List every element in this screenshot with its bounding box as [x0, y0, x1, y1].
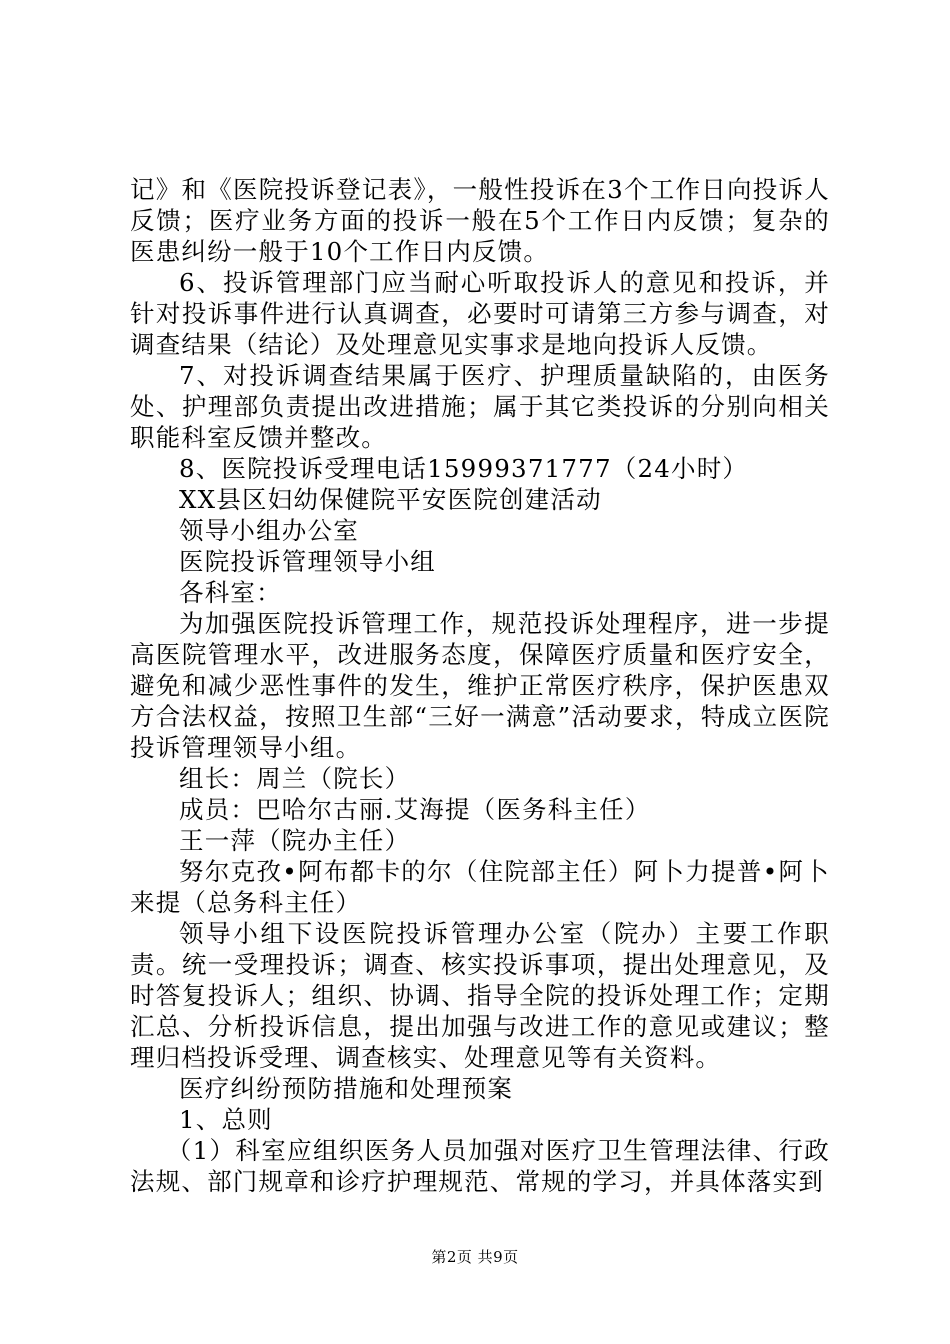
- paragraph-item-6: 6、投诉管理部门应当耐心听取投诉人的意见和投诉，并针对投诉事件进行认真调查，必要时可请第三方参与调查，对调查结果（结论）及处理意见实事求是地向投诉人反馈。: [130, 268, 830, 359]
- paragraph-intro: 为加强医院投诉管理工作，规范投诉处理程序，进一步提高医院管理水平，改进服务态度，保障医疗质量和医疗安全，避免和减少恶性事件的发生，维护正常医疗秩序，保护医患双方合法权益，按照卫生部“三好一满意”活动要求，特成立医院投诉管理领导小组。: [130, 609, 830, 762]
- section-title-plan: 医疗纠纷预防措施和处理预案: [179, 1074, 514, 1103]
- paragraph-duties: 领导小组下设医院投诉管理办公室（院办）主要工作职责。统一受理投诉；调查、核实投诉事项，提出处理意见，及时答复投诉人；组织、协调、指导全院的投诉处理工作；定期汇总、分析投诉信息，提出加强与改进工作的意见或建议；整理归档投诉受理、调查核实、处理意见等有关资料。: [130, 919, 830, 1072]
- section-title-group: 医院投诉管理领导小组: [179, 547, 436, 576]
- issuer-line-2: 领导小组办公室: [179, 516, 359, 545]
- paragraph-item-8: 8、医院投诉受理电话15999371777（24小时）: [179, 454, 749, 483]
- salutation: 各科室：: [179, 578, 282, 607]
- member-list-1: 成员：巴哈尔古丽.艾海提（医务科主任）: [179, 795, 651, 824]
- paragraph-general-1: （1）科室应组织医务人员加强对医疗卫生管理法律、行政法规、部门规章和诊疗护理规范、常规的学习，并具体落实到: [130, 1136, 830, 1196]
- member-list-3: 努尔克孜•阿布都卡的尔（住院部主任）阿卜力提普•阿卜来提（总务科主任）: [130, 857, 830, 917]
- page-footer: 第2页 共9页: [431, 1248, 519, 1266]
- paragraph-item-7: 7、对投诉调查结果属于医疗、护理质量缺陷的，由医务处、护理部负责提出改进措施；属于其它类投诉的分别向相关职能科室反馈并整改。: [130, 361, 830, 452]
- document-body: [130, 174, 830, 1197]
- member-leader: 组长：周兰（院长）: [179, 764, 411, 793]
- member-list-2: 王一萍（院办主任）: [179, 826, 411, 855]
- issuer-line-1: XX县区妇幼保健院平安医院创建活动: [179, 485, 602, 514]
- heading-general: 1、总则: [179, 1105, 273, 1134]
- paragraph-continuation: 记》和《医院投诉登记表》，一般性投诉在3个工作日向投诉人反馈；医疗业务方面的投诉一般在5个工作日内反馈；复杂的医患纠纷一般于10个工作日内反馈。: [130, 175, 830, 266]
